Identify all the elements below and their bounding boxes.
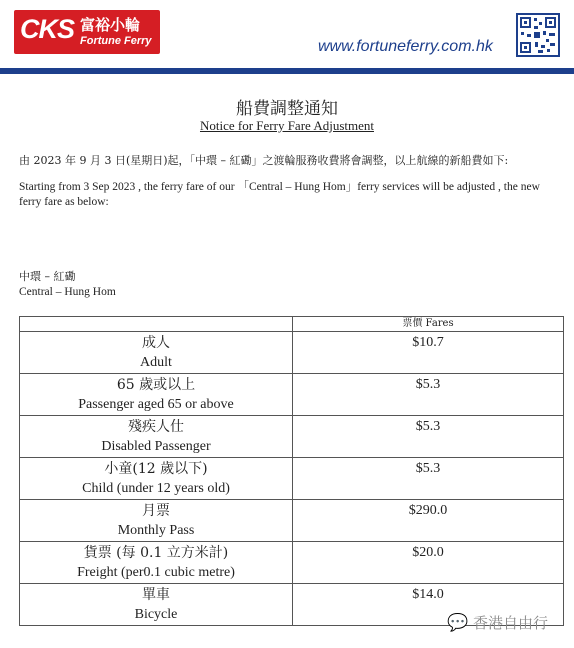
fare-header-cell: 票價 Fares xyxy=(293,317,564,332)
table-row xyxy=(20,458,564,500)
category-header-cell xyxy=(20,317,293,332)
fare-cell xyxy=(293,332,564,374)
table-row xyxy=(20,374,564,416)
route-name-chinese: 中環 – 紅磡 xyxy=(19,270,76,283)
category-cell xyxy=(20,416,293,458)
intro-paragraph-chinese: 由 2023 年 9 月 3 日(星期日)起，「中環 – 紅磡」之渡輪服務收費將會調整，以上航線的新船費如下: xyxy=(19,154,509,167)
website-url[interactable]: www.fortuneferry.com.hk xyxy=(318,38,493,55)
logo-english-name: Fortune Ferry xyxy=(80,35,152,47)
qr-code-icon xyxy=(516,13,560,57)
category-label-chinese: 月票 xyxy=(142,503,170,519)
category-label-english: Bicycle xyxy=(134,607,178,622)
category-label-chinese: 單車 xyxy=(142,587,170,603)
fare-table-header-row xyxy=(20,317,564,332)
category-cell xyxy=(20,500,293,542)
fare-value: $10.7 xyxy=(412,335,444,350)
cks-logo xyxy=(14,10,160,54)
fare-cell xyxy=(293,458,564,500)
category-label-english: Disabled Passenger xyxy=(101,439,211,454)
category-cell xyxy=(20,542,293,584)
fare-cell xyxy=(293,416,564,458)
category-label-chinese: 成人 xyxy=(142,335,170,351)
table-row xyxy=(20,332,564,374)
logo-cks-text: CKS xyxy=(20,14,75,44)
chat-bubble-icon: 💬 xyxy=(447,613,469,633)
category-label-english: Adult xyxy=(140,355,172,370)
category-cell xyxy=(20,332,293,374)
category-label-english: Passenger aged 65 or above xyxy=(78,397,234,412)
fare-value: $290.0 xyxy=(408,503,448,518)
table-row xyxy=(20,500,564,542)
watermark xyxy=(447,612,548,633)
fare-value: $5.3 xyxy=(415,461,441,476)
fare-cell xyxy=(293,542,564,584)
page-header xyxy=(0,0,574,74)
category-label-chinese: 65 歲或以上 xyxy=(116,377,196,393)
category-label-chinese: 貨票 (每 0.1 立方米計) xyxy=(83,545,229,561)
fare-value: $20.0 xyxy=(412,545,444,560)
fare-value: $14.0 xyxy=(412,587,444,602)
category-label-chinese: 小童(12 歲以下) xyxy=(104,461,208,477)
category-label-chinese: 殘疾人仕 xyxy=(128,419,184,435)
category-cell xyxy=(20,584,293,626)
logo-chinese-name: 富裕小輪 xyxy=(80,16,141,34)
notice-title-chinese: 船費調整通知 xyxy=(236,99,338,119)
notice-title-english xyxy=(0,118,574,134)
fare-value: $5.3 xyxy=(415,377,441,392)
category-cell xyxy=(20,374,293,416)
table-row xyxy=(20,542,564,584)
category-label-english: Monthly Pass xyxy=(117,523,195,538)
fare-table xyxy=(19,316,564,626)
table-row xyxy=(20,416,564,458)
intro-paragraph-english: Starting from 3 Sep 2023 , the ferry fare of our 「Central – Hung Hom」ferry services will be adjusted , the new ferry fare as below: xyxy=(19,181,540,208)
watermark-text: 香港自由行 xyxy=(472,614,548,632)
category-label-english: Child (under 12 years old) xyxy=(82,481,230,496)
category-label-english: Freight (per0.1 cubic metre) xyxy=(77,565,235,580)
route-name-english: Central – Hung Hom xyxy=(19,286,116,298)
category-cell xyxy=(20,458,293,500)
fare-cell xyxy=(293,374,564,416)
fare-cell xyxy=(293,500,564,542)
fare-value: $5.3 xyxy=(415,419,441,434)
notice-title-english-text: Notice for Ferry Fare Adjustment xyxy=(199,118,374,133)
